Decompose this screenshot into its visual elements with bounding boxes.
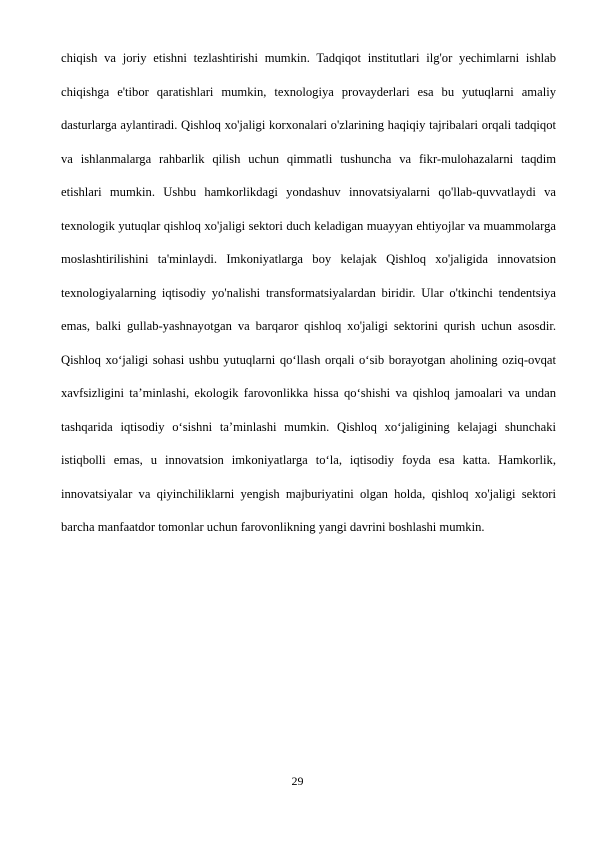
page-number: 29 [291,774,304,788]
body-paragraph: chiqish va joriy etishni tezlashtirishi mumkin. Tadqiqot institutlari ilg'or yechimlarni ishlab chiqishga e'tibor qaratishlari mumkin, texnologiya provayderlari esa bu yutuqlarni amaliy dasturlarga aylantiradi. Qishloq xo'jaligi korxonalari o'zlarining haqiqiy tajribalari orqali tadqiqot va ishlanmalarga rahbarlik qilish uchun qimmatli tushuncha va fikr-mulohazalarni taqdim etishlari mumkin. Ushbu hamkorlikdagi yondashuv innovatsiyalarni qo'llab-quvvatlaydi va texnologik yutuqlar qishloq xo'jaligi sektori duch keladigan muayyan ehtiyojlar va muammolarga moslashtirilishini ta'minlaydi. Imkoniyatlarga boy kelajak Qishloq xo'jaligida innovatsion texnologiyalarning iqtisodiy yo'nalishi transformatsiyalardan biridir. Ular o'tkinchi tendentsiya emas, balki gullab-yashnayotgan va barqaror qishloq xo'jaligi sektorini qurish uchun asosdir. Qishloq xo‘jaligi sohasi ushbu yutuqlarni qo‘llash orqali o‘sib borayotgan aholining oziq-ovqat xavfsizligini ta’minlashi, ekologik farovonlikka hissa qo‘shishi va qishloq jamoalari va undan tashqarida iqtisodiy o‘sishni ta’minlashi mumkin. Qishloq xo‘jaligining kelajagi shunchaki istiqbolli emas, u innovatsion imkoniyatlarga to‘la, iqtisodiy foyda esa katta. Hamkorlik, innovatsiyalar va qiyinchiliklarni yengish majburiyatini olgan holda, qishloq xo'jaligi sektori barcha manfaatdor tomonlar uchun farovonlikning yangi davrini boshlashi mumkin. [61,51,556,534]
